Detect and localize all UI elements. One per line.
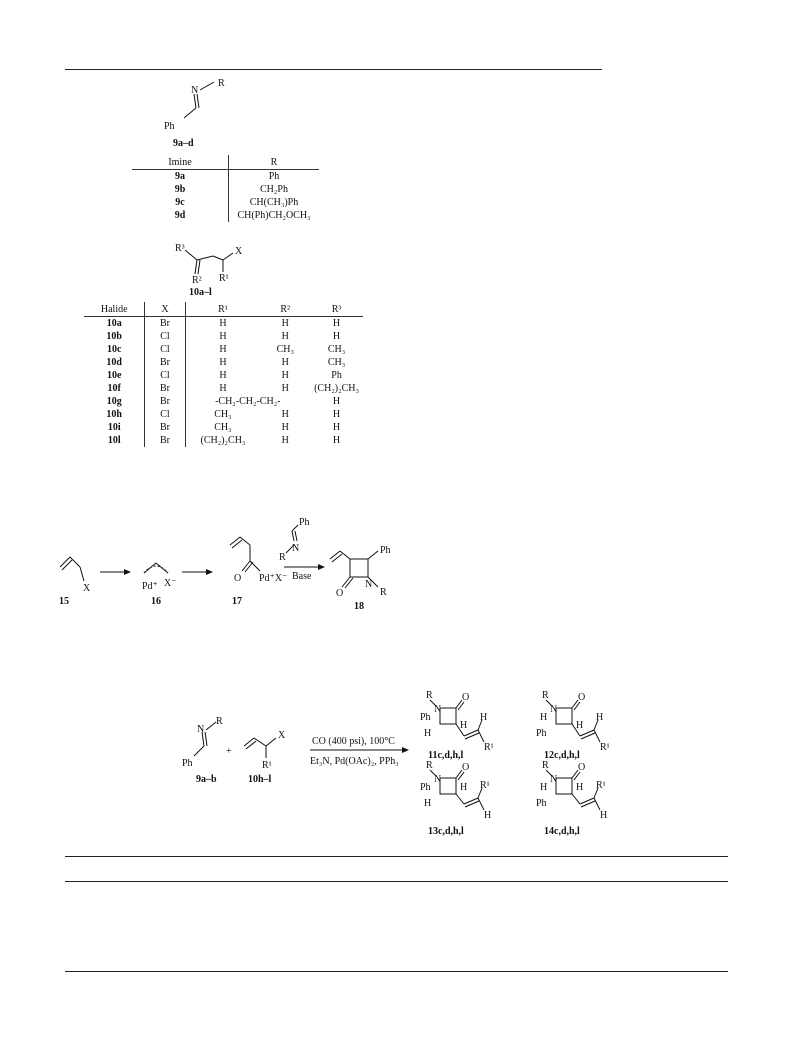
p-n: N xyxy=(550,774,558,785)
p-label: 14c,d,h,l xyxy=(544,826,580,837)
halide-r3-value: CH₃ xyxy=(327,344,346,355)
r-halide-r1: R¹ xyxy=(262,760,272,771)
product-12-svg xyxy=(534,690,644,760)
halide-r1: R¹ xyxy=(219,273,229,284)
imine-compound-label: 9a–d xyxy=(173,138,194,149)
table-row xyxy=(132,196,319,209)
imine-r-value: Ph xyxy=(268,171,280,182)
halide-r3-value: Ph xyxy=(331,370,342,381)
halide-r2-value: H xyxy=(281,409,289,420)
p-left-bot: H xyxy=(424,728,432,739)
p-alk-b: H xyxy=(600,810,608,821)
conditions-top: CO (400 psi), 100°C xyxy=(312,736,395,747)
halide-col-r1: R¹ xyxy=(185,302,260,317)
halide-r2-value: H xyxy=(281,383,289,394)
halide-r1-value: CH₃ xyxy=(214,422,232,433)
halide-id: 10i xyxy=(84,421,145,434)
p-left-bot: H xyxy=(424,798,432,809)
halide-col-r2: R² xyxy=(260,302,310,317)
halide-r1-value: H xyxy=(219,357,227,368)
imine-r-value: CH(Ph)CH₂OCH₃ xyxy=(237,210,311,221)
table-row xyxy=(84,421,363,434)
imine-ph: Ph xyxy=(164,121,175,132)
halide-id: 10l xyxy=(84,434,145,447)
reaction-left-svg xyxy=(180,694,420,784)
halide-r2-value: H xyxy=(281,357,289,368)
c16-pd: Pd⁺ xyxy=(142,581,158,592)
halide-x-value: Br xyxy=(145,317,185,331)
imine-id: 9b xyxy=(132,183,229,196)
halide-x-value: Br xyxy=(145,382,185,395)
halide-x-value: Br xyxy=(145,395,185,408)
reactant-halide xyxy=(244,730,286,785)
imine-table xyxy=(132,155,319,222)
conditions-bottom: Et₃N, Pd(OAc)₂, PPh₃ xyxy=(310,756,399,767)
p-left-top: H xyxy=(540,782,548,793)
halide-r3-value: H xyxy=(332,422,341,433)
halide-id: 10b xyxy=(84,330,145,343)
product-13-svg xyxy=(418,760,528,840)
imine-table-header xyxy=(132,155,319,170)
imine-id: 9a xyxy=(132,170,229,184)
halide-r2-value: H xyxy=(281,318,289,329)
p-left-top: Ph xyxy=(420,712,431,723)
p-alk-b: R¹ xyxy=(484,742,494,753)
imine-col-r: R xyxy=(229,155,320,170)
halide-x-value: Cl xyxy=(145,330,185,343)
imine-n: N xyxy=(191,85,199,96)
halide-r3-value: H xyxy=(332,396,341,407)
p-left-top: H xyxy=(540,712,548,723)
table-row xyxy=(84,382,363,395)
c17-label: 17 xyxy=(232,596,242,607)
compound-15 xyxy=(59,557,91,607)
reagent-base: Base xyxy=(292,571,312,582)
p-o: O xyxy=(578,692,586,703)
product-12 xyxy=(536,690,610,761)
c18-n: N xyxy=(365,579,373,590)
halide-r3-value: CH₃ xyxy=(327,357,346,368)
halide-x: X xyxy=(235,246,243,257)
p-ring-h: H xyxy=(460,782,468,793)
halide-table-header xyxy=(84,302,363,317)
p-ring-h: H xyxy=(460,720,468,731)
r-halide-x: X xyxy=(278,730,286,741)
imine-r-value: CH(CH₃)Ph xyxy=(249,197,299,208)
halide-r2-value: H xyxy=(281,370,289,381)
table-row xyxy=(84,434,363,447)
halide-col-x: X xyxy=(145,302,185,317)
table-row xyxy=(84,343,363,356)
halide-r2-value: H xyxy=(281,331,289,342)
halide-r3-value: (CH₂)₂CH₃ xyxy=(314,383,359,394)
p-r: R xyxy=(426,690,433,701)
table-row xyxy=(132,209,319,222)
halide-r1-value: H xyxy=(219,383,227,394)
halide-col-r3: R³ xyxy=(310,302,363,317)
c17-o: O xyxy=(234,573,242,584)
halide-r1-value: H xyxy=(219,370,227,381)
table-row xyxy=(84,369,363,382)
p-r: R xyxy=(542,690,549,701)
halide-id: 10c xyxy=(84,343,145,356)
c18-r: R xyxy=(380,587,387,598)
c18-o: O xyxy=(336,588,344,599)
halide-x-value: Cl xyxy=(145,369,185,382)
p-alk-b: H xyxy=(484,810,492,821)
halide-r1-value: H xyxy=(219,318,227,329)
halide-r2-value: H xyxy=(281,422,289,433)
p-label: 12c,d,h,l xyxy=(544,750,580,761)
table-row xyxy=(84,356,363,369)
imine-id: 9d xyxy=(132,209,229,222)
p-label: 13c,d,h,l xyxy=(428,826,464,837)
product-14-svg xyxy=(534,760,644,840)
halide-r1-value: CH₃ xyxy=(214,409,232,420)
halide-x-value: Cl xyxy=(145,408,185,421)
p-alk-a: H xyxy=(480,712,488,723)
p-o: O xyxy=(578,762,586,773)
p-n: N xyxy=(550,704,558,715)
table-row xyxy=(132,183,319,196)
product-14 xyxy=(536,760,607,837)
compound-16 xyxy=(142,563,177,607)
p-left-bot: Ph xyxy=(536,798,547,809)
p-alk-a: H xyxy=(596,712,604,723)
c15-label: 15 xyxy=(59,596,69,607)
plus-sign: + xyxy=(226,746,232,757)
c18-label: 18 xyxy=(354,601,364,612)
halide-x-value: Br xyxy=(145,356,185,369)
r-imine-ph: Ph xyxy=(182,758,193,769)
imine-structure-svg xyxy=(160,78,280,158)
c16-label: 16 xyxy=(151,596,161,607)
compound-17 xyxy=(230,537,287,607)
compound-18 xyxy=(330,545,391,612)
halide-id: 10h xyxy=(84,408,145,421)
imine-r-value: CH₂Ph xyxy=(260,184,288,195)
halide-x-value: Br xyxy=(145,434,185,447)
bottom-rule xyxy=(65,971,728,972)
reagent-ph: Ph xyxy=(299,517,310,528)
halide-r3: R³ xyxy=(175,243,185,254)
table-row xyxy=(84,330,363,343)
halide-id: 10g xyxy=(84,395,145,408)
p-ring-h: H xyxy=(576,720,584,731)
c18-ph: Ph xyxy=(380,545,391,556)
p-label: 11c,d,h,l xyxy=(428,750,464,761)
p-n: N xyxy=(434,704,442,715)
halide-structure-svg xyxy=(165,238,285,296)
p-n: N xyxy=(434,774,442,785)
halide-r3-value: H xyxy=(332,409,341,420)
reagent-n: N xyxy=(292,543,300,554)
r-imine-r: R xyxy=(216,716,223,727)
p-o: O xyxy=(462,692,470,703)
p-o: O xyxy=(462,762,470,773)
halide-id: 10f xyxy=(84,382,145,395)
reactant-imine xyxy=(182,716,223,785)
p-r: R xyxy=(542,760,549,771)
top-rule xyxy=(65,69,602,70)
r-imine-label: 9a–b xyxy=(196,774,217,785)
product-11-svg xyxy=(418,690,528,760)
halide-r1-value: (CH₂)₂CH₃ xyxy=(200,435,246,446)
halide-r2-value: H xyxy=(281,435,289,446)
halide-id: 10d xyxy=(84,356,145,369)
halide-x-value: Br xyxy=(145,421,185,434)
halide-r1r2-value: -CH₂-CH₂-CH₂- xyxy=(215,396,281,407)
rule-2 xyxy=(65,856,728,857)
p-alk-a: R¹ xyxy=(480,780,490,791)
mechanism-svg xyxy=(58,515,398,620)
halide-col-halide: Halide xyxy=(84,302,145,317)
p-left-top: Ph xyxy=(420,782,431,793)
r-halide-label: 10h–l xyxy=(248,774,272,785)
p-r: R xyxy=(426,760,433,771)
rule-3 xyxy=(65,881,728,882)
product-13 xyxy=(420,760,491,837)
c15-x: X xyxy=(83,583,91,594)
halide-r3-value: H xyxy=(332,331,341,342)
halide-table xyxy=(84,302,363,447)
table-row xyxy=(84,395,363,408)
halide-id: 10e xyxy=(84,369,145,382)
halide-r1-value: H xyxy=(219,331,227,342)
imine-r: R xyxy=(218,78,225,89)
p-ring-h: H xyxy=(576,782,584,793)
c17-pd: Pd⁺X⁻ xyxy=(259,573,288,584)
imine-id: 9c xyxy=(132,196,229,209)
p-alk-a: R¹ xyxy=(596,780,606,791)
halide-r2: R² xyxy=(192,275,202,286)
halide-id: 10a xyxy=(84,317,145,331)
p-left-bot: Ph xyxy=(536,728,547,739)
imine-col-imine: Imine xyxy=(132,155,229,170)
halide-r1-value: H xyxy=(219,344,227,355)
table-row xyxy=(84,408,363,421)
r-imine-n: N xyxy=(197,724,205,735)
p-alk-b: R¹ xyxy=(600,742,610,753)
product-11 xyxy=(420,690,494,761)
halide-r3-value: H xyxy=(332,435,341,446)
halide-compound-label: 10a–l xyxy=(189,287,212,298)
table-row xyxy=(132,170,319,184)
halide-r3-value: H xyxy=(332,318,341,329)
halide-x-value: Cl xyxy=(145,343,185,356)
table-row xyxy=(84,317,363,331)
halide-r2-value: CH₃ xyxy=(276,344,294,355)
reagent-r: R xyxy=(279,552,286,563)
c16-x: X⁻ xyxy=(164,578,177,589)
